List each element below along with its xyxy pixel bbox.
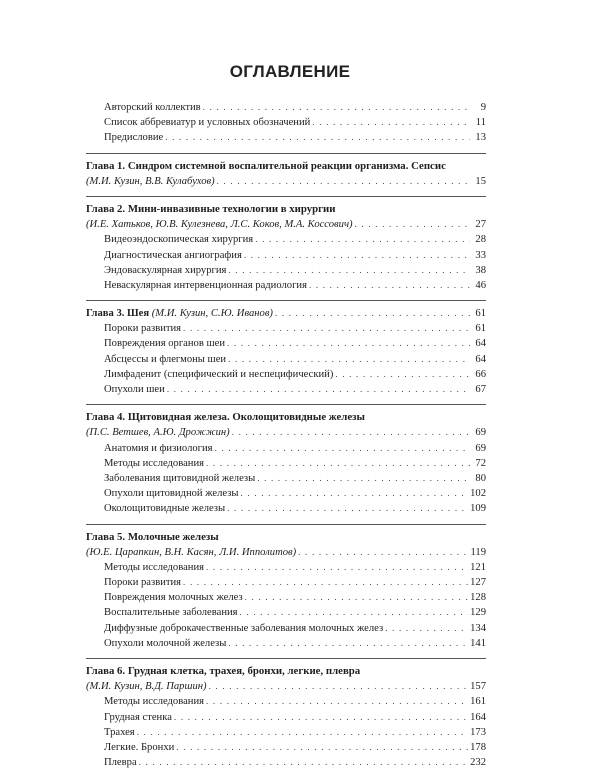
entry-label: Лимфаденит (специфический и неспецифический) — [104, 368, 334, 380]
entry-page: 69 — [475, 427, 486, 439]
entry-page: 121 — [470, 561, 486, 573]
entry-page: 173 — [470, 726, 486, 738]
toc-entry[interactable] — [86, 501, 486, 516]
leader-dots — [335, 367, 470, 382]
entry-label: Диагностическая ангиография — [104, 249, 242, 261]
leader-dots — [275, 306, 470, 321]
toc-entry[interactable] — [86, 694, 486, 709]
toc-entry[interactable] — [86, 636, 486, 651]
leader-dots — [139, 755, 468, 770]
leader-dots — [209, 679, 469, 694]
toc-entry[interactable] — [86, 352, 486, 367]
entry-label: Список аббревиатур и условных обозначений — [104, 117, 311, 129]
toc-entry[interactable] — [86, 382, 486, 397]
leader-dots — [244, 248, 470, 263]
toc-entry[interactable] — [86, 248, 486, 263]
chapter-authors: (М.И. Кузин, В.В. Кулабухов) — [86, 175, 215, 187]
toc-entry[interactable] — [86, 130, 486, 145]
entry-label: Методы исследования — [104, 457, 205, 469]
entry-label: Трахея — [104, 726, 135, 738]
entry-label: Повреждения молочных желез — [104, 592, 243, 604]
toc-title: ОГЛАВЛЕНИЕ — [229, 62, 351, 81]
chapter-section — [86, 300, 486, 397]
entry-label: Пороки развития — [104, 323, 182, 335]
chapter-heading[interactable]: Глава 4. Щитовидная железа. Околощитовидные железы — [86, 411, 365, 424]
entry-page: 128 — [470, 592, 486, 604]
toc-entry[interactable] — [86, 740, 486, 755]
toc-entry[interactable] — [86, 486, 486, 501]
leader-dots — [355, 217, 470, 232]
toc-entry[interactable] — [86, 755, 486, 770]
leader-dots — [227, 501, 468, 516]
chapter-section — [86, 658, 486, 770]
toc-entry[interactable] — [86, 263, 486, 278]
leader-dots — [227, 336, 470, 351]
entry-page: 80 — [475, 472, 486, 484]
entry-label: Заболевания щитовидной железы — [104, 472, 256, 484]
toc-entry[interactable] — [86, 336, 486, 351]
chapter-authors: (М.И. Кузин, С.Ю. Иванов) — [151, 308, 273, 320]
chapter-authors: (И.Е. Хатьков, Ю.В. Кулезнева, Л.С. Коков, М.А. Коссович) — [86, 219, 353, 231]
entry-label: Диффузные доброкачественные заболевания молочных желез — [104, 622, 384, 634]
chapter-heading[interactable]: Глава 2. Мини-инвазивные технологии в хирургии — [86, 202, 336, 215]
entry-page: 69 — [475, 442, 486, 454]
chapter-authors-row[interactable] — [86, 679, 486, 694]
leader-dots — [298, 545, 468, 560]
toc-body — [86, 100, 486, 770]
chapter-section — [86, 524, 486, 652]
entry-label: Методы исследования — [104, 696, 205, 708]
entry-label: Эндоваскулярная хирургия — [104, 264, 227, 276]
leader-dots — [241, 486, 469, 501]
entry-label: Плевра — [104, 757, 137, 769]
toc-entry[interactable] — [86, 605, 486, 620]
leader-dots — [312, 115, 470, 130]
entry-page: 33 — [475, 249, 486, 261]
leader-dots — [232, 425, 470, 440]
leader-dots — [309, 278, 470, 293]
entry-label: Грудная стенка — [104, 711, 172, 723]
entry-page: 134 — [470, 622, 486, 634]
chapter-authors-row[interactable] — [86, 217, 486, 232]
chapter-authors-row[interactable] — [86, 425, 486, 440]
toc-entry[interactable] — [86, 590, 486, 605]
toc-entry[interactable] — [86, 115, 486, 130]
leader-dots — [165, 130, 470, 145]
leader-dots — [176, 740, 468, 755]
entry-page: 161 — [470, 696, 486, 708]
entry-page: 129 — [470, 607, 486, 619]
chapter-section — [86, 153, 486, 189]
entry-page: 232 — [470, 757, 486, 769]
leader-dots — [137, 725, 468, 740]
entry-page: 11 — [475, 117, 486, 129]
entry-page: 72 — [475, 457, 486, 469]
leader-dots — [255, 232, 470, 247]
entry-label: Авторский коллектив — [104, 102, 201, 113]
entry-label: Опухоли шеи — [104, 384, 165, 395]
leader-dots — [215, 441, 470, 456]
entry-page: 64 — [475, 353, 486, 365]
entry-page: 119 — [470, 546, 486, 558]
chapter-authors-row[interactable] — [86, 545, 486, 560]
toc-entry[interactable] — [86, 560, 486, 575]
leader-dots — [245, 590, 468, 605]
entry-page: 9 — [480, 102, 486, 113]
chapter-authors-row[interactable] — [86, 306, 486, 321]
entry-label: Видеоэндоскопическая хирургия — [104, 234, 254, 246]
entry-label: Методы исследования — [104, 561, 205, 573]
entry-label: Опухоли щитовидной железы — [104, 488, 239, 500]
entry-label: Предисловие — [104, 132, 164, 144]
leader-dots — [203, 100, 470, 115]
leader-dots — [257, 471, 470, 486]
chapter-authors: (П.С. Ветшев, А.Ю. Дрожжин) — [86, 427, 230, 439]
chapter-section — [86, 404, 486, 516]
leader-dots — [228, 352, 470, 367]
entry-page: 28 — [475, 234, 486, 246]
leader-dots — [240, 605, 469, 620]
leader-dots — [206, 694, 468, 709]
entry-page: 141 — [470, 637, 486, 649]
entry-label: Опухоли молочной железы — [104, 637, 227, 649]
chapter-section — [86, 196, 486, 293]
chapter-heading: Глава 3. Шея — [86, 308, 150, 320]
entry-label: Анатомия и физиология — [104, 442, 213, 454]
entry-label: Легкие. Бронхи — [104, 741, 175, 753]
entry-label: Абсцессы и флегмоны шеи — [104, 353, 227, 365]
entry-page: 38 — [475, 264, 486, 276]
entry-label: Воспалительные заболевания — [104, 607, 238, 619]
chapter-authors-row[interactable] — [86, 174, 486, 189]
chapter-heading[interactable]: Глава 5. Молочные железы — [86, 530, 219, 543]
entry-page: 109 — [470, 503, 486, 515]
entry-page: 13 — [475, 132, 486, 144]
entry-label: Повреждения органов шеи — [104, 338, 226, 350]
entry-label: Околощитовидные железы — [104, 503, 226, 515]
entry-page: 127 — [470, 577, 486, 589]
entry-page: 66 — [475, 368, 486, 380]
toc-entry[interactable] — [86, 367, 486, 382]
entry-page: 102 — [470, 488, 486, 500]
entry-label: Неваскулярная интервенционная радиология — [104, 279, 307, 291]
leader-dots — [183, 321, 470, 336]
toc-entry[interactable] — [86, 441, 486, 456]
entry-page: 27 — [475, 219, 486, 231]
toc-entry[interactable] — [86, 278, 486, 293]
leader-dots — [167, 382, 470, 397]
leader-dots — [174, 710, 468, 725]
toc-entry[interactable] — [86, 232, 486, 247]
entry-page: 61 — [475, 323, 486, 335]
chapter-heading[interactable]: Глава 6. Грудная клетка, трахея, бронхи, легкие, плевра — [86, 665, 361, 677]
toc-entry[interactable] — [86, 321, 486, 336]
chapter-heading[interactable]: Глава 1. Синдром системной воспалительной реакции организма. Сепсис — [86, 159, 446, 172]
entry-page: 61 — [475, 308, 486, 320]
leader-dots — [217, 174, 470, 189]
leader-dots — [206, 456, 470, 471]
leader-dots — [385, 621, 468, 636]
entry-page: 164 — [470, 711, 486, 723]
entry-page: 157 — [470, 681, 486, 693]
entry-page: 67 — [475, 384, 486, 395]
toc-entry[interactable] — [86, 621, 486, 636]
entry-page: 64 — [475, 338, 486, 350]
toc-entry[interactable] — [86, 575, 486, 590]
entry-page: 15 — [475, 175, 486, 187]
chapter-authors: (М.И. Кузин, В.Д. Паршин) — [86, 681, 207, 693]
leader-dots — [206, 560, 468, 575]
toc-entry[interactable] — [86, 456, 486, 471]
entry-page: 46 — [475, 279, 486, 291]
front-matter — [86, 100, 486, 146]
entry-page: 178 — [470, 741, 486, 753]
toc-entry[interactable] — [86, 100, 486, 115]
leader-dots — [228, 636, 468, 651]
leader-dots — [183, 575, 468, 590]
chapter-authors: (Ю.Е. Царапкин, В.Н. Касян, Л.И. Ипполитов) — [86, 546, 297, 558]
toc-entry[interactable] — [86, 710, 486, 725]
toc-entry[interactable] — [86, 471, 486, 486]
toc-entry[interactable] — [86, 725, 486, 740]
leader-dots — [228, 263, 470, 278]
entry-label: Пороки развития — [104, 577, 182, 589]
